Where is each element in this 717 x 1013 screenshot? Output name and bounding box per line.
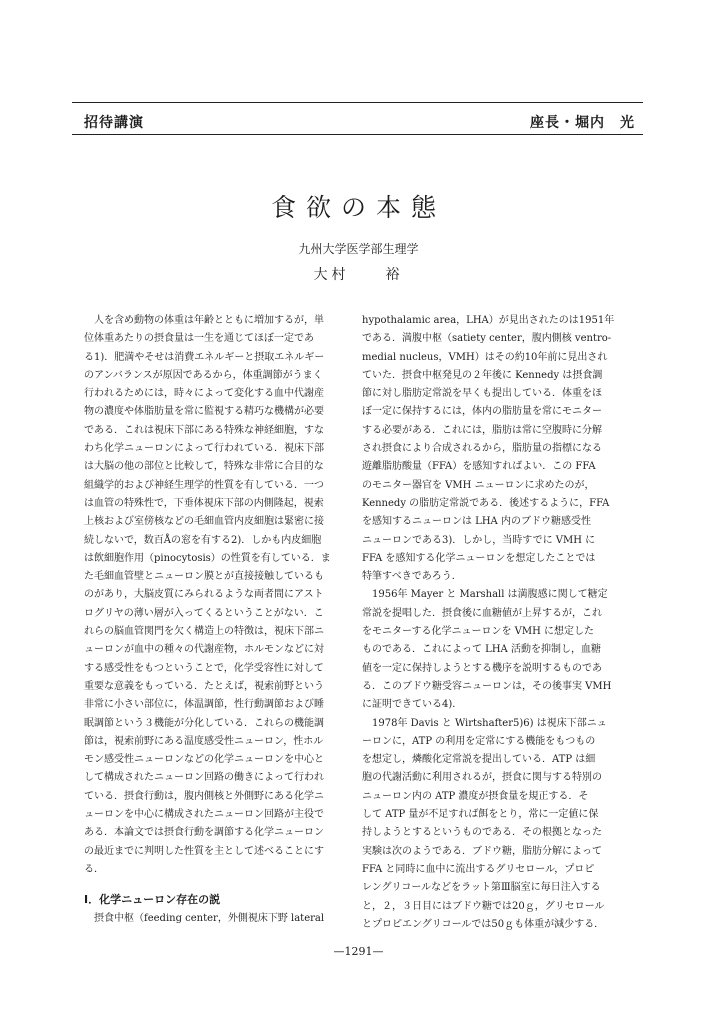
- left-column: [84, 312, 350, 928]
- text-line: され摂食により合成されるから，脂肪量の指標になる: [362, 443, 602, 455]
- text-line: 眠調節という３機能が分化している．これらの機能調: [84, 717, 324, 729]
- article-title: 食欲の本態: [270, 193, 446, 222]
- text-line: れらの脳血管関門を欠く構造上の特徴は，視床下部ニ: [84, 626, 324, 638]
- text-line: 常説を提唱した．摂食後に血糖値が上昇するが，これ: [362, 607, 602, 619]
- text-line: 実験は次のようである．ブドウ糖，脂肪分解によって: [362, 845, 602, 857]
- text-line: の最近までに判明した性質を主として述べることにす: [84, 845, 324, 857]
- section-spacer: [84, 879, 350, 891]
- session-chair: 座長・堀内 光: [530, 115, 635, 131]
- text-line: 重要な意義をもっている．たとえば，視索前野という: [84, 680, 324, 692]
- text-line: わち化学ニューロンによって行われている．視床下部: [84, 443, 324, 455]
- text-line: は大脳の他の部位と比較して，特殊な非常に合目的な: [84, 461, 324, 473]
- text-line: 持しようとするというものである．その根拠となった: [362, 827, 602, 839]
- header-rule-bottom: [72, 134, 643, 135]
- text-line: ものである．これによって LHA 活動を抑制し，血糖: [362, 644, 601, 656]
- section-heading: I．化学ニューロン存在の説: [84, 893, 221, 907]
- text-line: 続しないで，数百Åの窓を有する2)．しかも内皮細胞: [84, 534, 322, 546]
- text-line: 1978年 Davis と Wirtshafter5)6) は視床下部ニュ: [362, 717, 607, 729]
- text-line: ーロンに，ATP の利用を定常にする機能をもつもの: [362, 735, 596, 747]
- text-line: である．これは視床下部にある特殊な神経細胞，すな: [84, 424, 324, 436]
- left-column-body: [84, 312, 350, 879]
- text-line: ていた．摂食中枢発見の２年後に Kennedy は摂食調: [362, 369, 603, 381]
- text-line: に証明できている4)．: [362, 699, 463, 711]
- text-line: FFA と同時に血中に流出するグリセロール，プロピ: [362, 863, 595, 875]
- text-line: を想定し，燐酸化定常説を提出している．ATP は細: [362, 754, 596, 766]
- text-line: 節に対し脂肪定常説を早くも提出している．体重をほ: [362, 388, 602, 400]
- text-line: 胞の代謝活動に利用されるが，摂食に関与する特別の: [362, 772, 602, 784]
- text-line: 値を一定に保持しようとする機序を説明するものであ: [362, 662, 602, 674]
- author-name: 大村 裕: [313, 267, 404, 283]
- text-line: ニューロン内の ATP 濃度が摂食量を規正する．そ: [362, 790, 589, 802]
- text-line: と，２，３日目にはブドウ糖では20ｇ，グリセロール: [362, 900, 605, 912]
- text-line: 上核および室傍核などの毛細血管内皮細胞は緊密に接: [84, 516, 324, 528]
- text-line: る．このブドウ糖受容ニューロンは，その後事実 VMH: [362, 680, 612, 692]
- text-line: 人を含め動物の体重は年齢とともに増加するが，単: [84, 315, 324, 326]
- text-line: る．: [84, 863, 104, 875]
- text-line: medial nucleus，VMH）はその約10年前に見出され: [362, 351, 608, 363]
- text-line: た毛細血管壁とニューロン膜とが直接接触しているも: [84, 571, 324, 583]
- text-line: ている．摂食行動は，腹内側核と外側野にある化学ニ: [84, 790, 324, 802]
- right-column: [362, 312, 628, 934]
- text-line: ある．本論文では摂食行動を調節する化学ニューロン: [84, 827, 324, 839]
- header-rule-top: [72, 102, 643, 103]
- text-line: とプロピエングリコールでは50ｇも体重が減少する．: [362, 918, 605, 930]
- text-line: レングリコールなどをラット第Ⅲ脳室に毎日注入する: [362, 882, 601, 894]
- text-line: ニューロンである3)．しかし，当時すでに VMH に: [362, 534, 596, 546]
- text-line: hypothalamic area，LHA）が見出されたのは1951年: [362, 315, 615, 326]
- text-line: は血管の特殊性で，下垂体視床下部の内側隆起，視索: [84, 497, 324, 509]
- text-line: ューロンが血中の種々の代謝産物，ホルモンなどに対: [84, 644, 324, 656]
- text-line: して構成されたニューロン回路の働きによって行われ: [84, 772, 324, 784]
- left-column-last-line: 摂食中枢（feeding center，外側視床下野 lateral: [84, 912, 325, 924]
- text-line: のアンバランスが原因であるから，体重調節がうまく: [84, 369, 323, 381]
- text-line: 位体重あたりの摂食量は一生を通じてほぼ一定であ: [84, 333, 314, 345]
- text-line: は飲細胞作用（pinocytosis）の性質を有している．ま: [84, 552, 331, 564]
- text-line: 行われるためには，時々によって変化する血中代謝産: [84, 388, 324, 400]
- text-line: FFA を感知する化学ニューロンを想定したことでは: [362, 552, 596, 564]
- text-line: 特筆すべきであろう．: [362, 571, 462, 583]
- text-line: して ATP 量が不足すれば餌をとり，常に一定値に保: [362, 809, 599, 821]
- text-line: 非常に小さい部位に，体温調節，性行動調節および睡: [84, 699, 324, 711]
- text-line: をモニターする化学ニューロンを VMH に想定した: [362, 626, 595, 638]
- text-line: 1956年 Mayer と Marshall は満腹感に関して糖定: [362, 589, 608, 601]
- text-line: ューロンを中心に構成されたニューロン回路が主役で: [84, 809, 324, 821]
- text-line: モン感受性ニューロンなどの化学ニューロンを中心と: [84, 754, 324, 766]
- section-category: 招待講演: [84, 115, 144, 131]
- right-column-body: [362, 312, 628, 934]
- text-line: 遊離脂肪酸量（FFA）を感知すればよい．この FFA: [362, 461, 596, 473]
- text-line: 物の濃度や体脂肪量を常に監視する精巧な機構が必要: [84, 406, 324, 418]
- text-line: 節は，視索前野にある温度感受性ニューロン，性ホル: [84, 735, 324, 747]
- text-line: のモニター器官を VMH ニューロンに求めたのが，: [362, 479, 595, 491]
- text-line: る1)．肥満やそせは消費エネルギーと摂取エネルギー: [84, 351, 325, 363]
- text-line: する必要がある．これには，脂肪は常に空腹時に分解: [362, 424, 602, 436]
- text-line: ぼ一定に保持するには，体内の脂肪量を常にモニター: [362, 406, 602, 418]
- text-line: ログリヤの薄い層が入ってくるということがない．こ: [84, 607, 324, 619]
- text-line: である．満腹中枢（satiety center，腹内側核 ventro-: [362, 333, 612, 345]
- author-affiliation: 九州大学医学部生理学: [298, 242, 419, 256]
- page-number: —1291—: [333, 945, 384, 958]
- text-line: Kennedy の脂肪定常説である．後述するように，FFA: [362, 497, 610, 509]
- text-line: を感知するニューロンは LHA 内のブドウ糖感受性: [362, 516, 591, 528]
- text-line: する感受性をもつということで，化学受容性に対して: [84, 662, 324, 674]
- text-line: 組織学的および神経生理学的性質を有している．一つ: [84, 479, 324, 491]
- text-line: のがあり，大脳皮質にみられるような両者間にアスト: [84, 589, 324, 601]
